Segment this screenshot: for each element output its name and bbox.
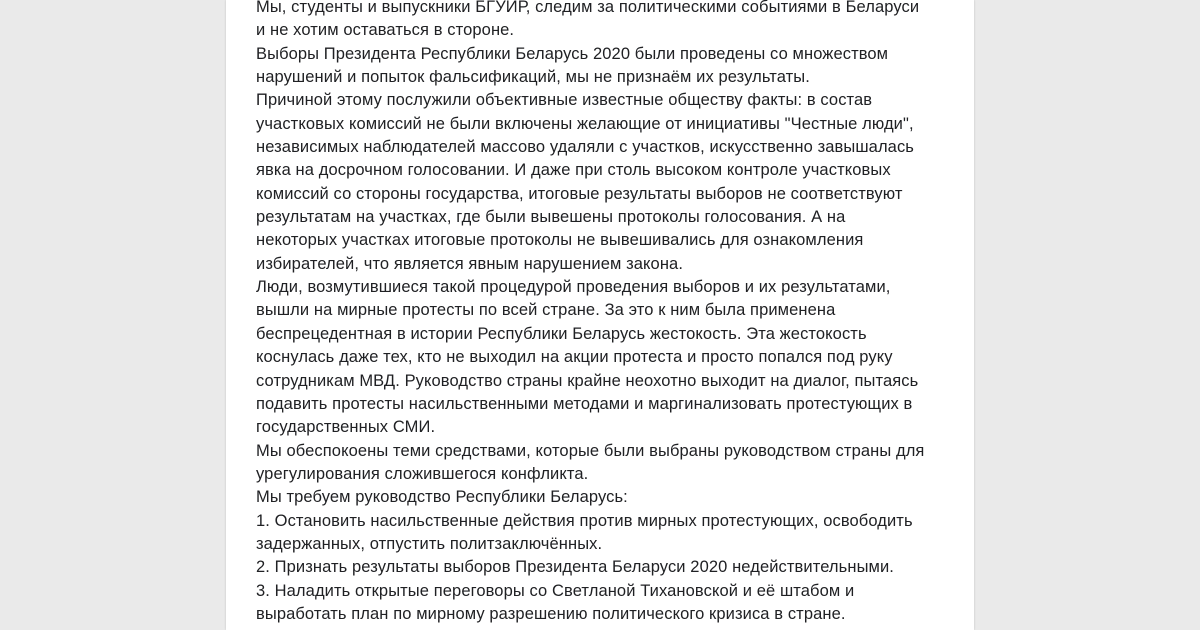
text-line: Причиной этому послужили объективные известные обществу факты: в состав (256, 91, 873, 110)
text-line: беспрецедентная в истории Республики Беларусь жестокость. Эта жестокость (256, 324, 867, 343)
text-line: и не хотим оставаться в стороне. (256, 21, 515, 40)
text-line: явка на досрочном голосовании. И даже при столь высоком контроле участковых (256, 161, 891, 180)
text-line: комиссий со стороны государства, итоговые результаты выборов не соответствуют (256, 184, 903, 203)
text-line: 3. Наладить открытые переговоры со Светланой Тихановской и её штабом и (256, 581, 855, 600)
text-line: Люди, возмутившиеся такой процедурой проведения выборов и их результатами, (256, 278, 891, 297)
text-line: Выборы Президента Республики Беларусь 2020 были проведены со множеством (256, 44, 889, 63)
text-line: выработать план по мирному разрешению политического кризиса в стране. (256, 604, 846, 623)
text-line: сотрудникам МВД. Руководство страны крайне неохотно выходит на диалог, пытаясь (256, 371, 919, 390)
petition-text (256, 0, 961, 626)
text-line: 1. Остановить насильственные действия против мирных протестующих, освободить (256, 511, 913, 530)
text-line: 2. Признать результаты выборов Президента Беларуси 2020 недействительными. (256, 558, 894, 577)
text-line: избирателей, что является явным нарушением закона. (256, 254, 683, 273)
text-line: коснулась даже тех, кто не выходил на акции протеста и просто попался под руку (256, 348, 893, 367)
document-card (226, 0, 974, 630)
text-line: подавить протесты насильственными методами и маргинализовать протестующих в (256, 394, 913, 413)
text-line: вышли на мирные протесты по всей стране. За это к ним была применена (256, 301, 836, 320)
text-line: независимых наблюдателей массово удаляли с участков, искусственно завышалась (256, 138, 915, 157)
text-line: задержанных, отпустить политзаключённых. (256, 534, 603, 553)
text-line: участковых комиссий не были включены желающие от инициативы "Честные люди", (256, 114, 914, 133)
text-line: результатам на участках, где были вывешены протоколы голосования. А на (256, 208, 846, 227)
text-line: Мы требуем руководство Республики Беларусь: (256, 488, 628, 507)
text-line: Мы, студенты и выпускники БГУИР, следим за политическими событиями в Беларуси (256, 0, 920, 16)
text-line: нарушений и попыток фальсификаций, мы не признаём их результаты. (256, 68, 810, 87)
text-line: некоторых участках итоговые протоколы не вывешивались для ознакомления (256, 231, 864, 250)
text-line: урегулирования сложившегося конфликта. (256, 464, 589, 483)
text-line: Мы обеспокоены теми средствами, которые были выбраны руководством страны для (256, 441, 925, 460)
text-line: государственных СМИ. (256, 418, 436, 437)
